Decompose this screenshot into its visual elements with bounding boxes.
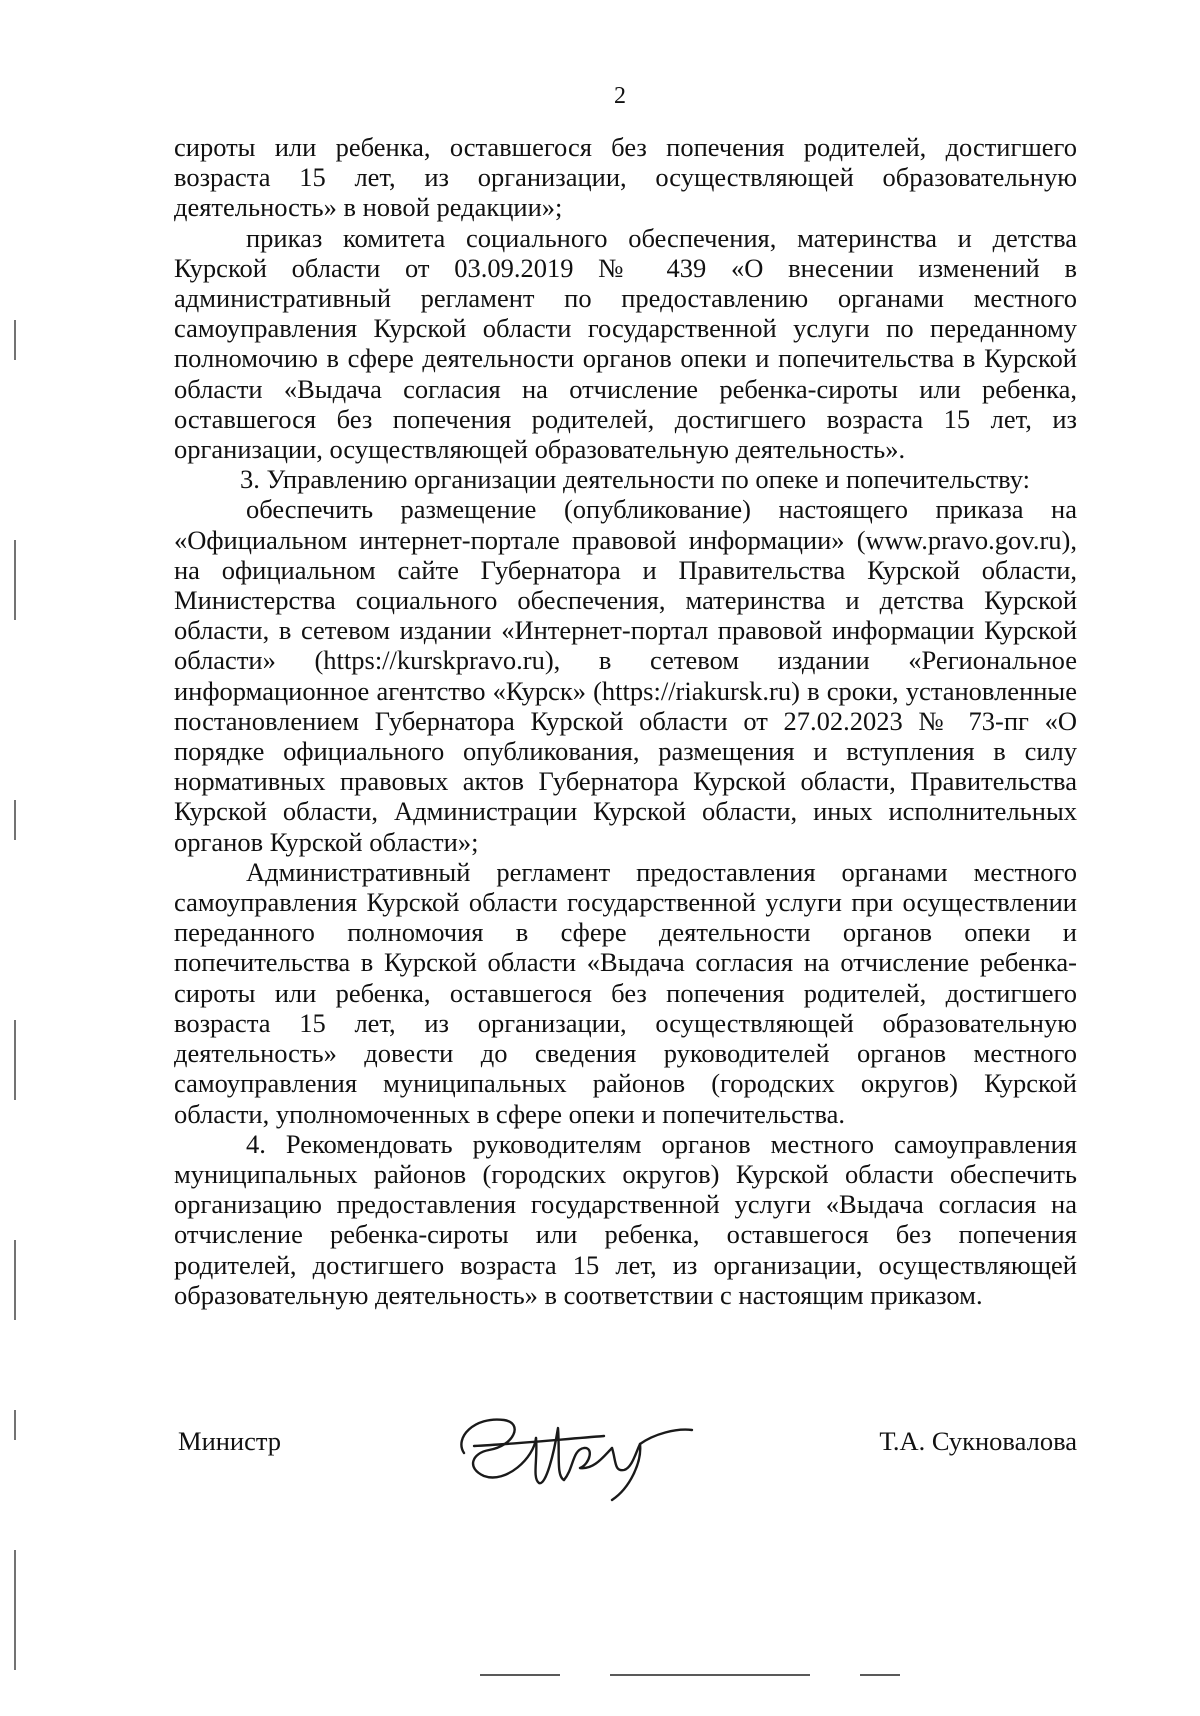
page-number: 2 [614,83,626,109]
paragraph-order-reference: приказ комитета социального обеспечения, материнства и детства Курской области от 03.09.2019 № 439 «О внесении изменений в административный регламент по предоставлению органами местного самоуправления Курской области государственной услуги по переданному полномочию в сфере деятельности органов опеки и попечительства в Курской области «Выдача согласия на отчисление ребенка-сироты или ребенка, оставшегося без попечения родителей, достигшего возраста 15 лет, из организации, осуществляющей образовательную деятельность». [174,222,1077,465]
paragraph-continuation: сироты или ребенка, оставшегося без попечения родителей, достигшего возраста 15 лет, из организации, осуществляющей образовательную деятельность» в новой редакции»; [174,132,1077,223]
bottom-rule-marks [480,1672,900,1678]
paragraph-item-4: 4. Рекомендовать руководителям органов местного самоуправления муниципальных районов (городских округов) Курской области обеспечить организацию предоставления государственной услуги «Выдача согласия на отчисление ребенка-сироты или ребенка, оставшегося без попечения родителей, достигшего возраста 15 лет, из организации, осуществляющей образовательную деятельность» в соответствии с настоящим приказом. [174,1128,1077,1310]
paragraph-item-3: 3. Управлению организации деятельности по опеке и попечительству: [240,464,1031,495]
scan-margin-marks [12,320,18,1670]
signatory-name: Т.А. Сукновалова [879,1426,1077,1456]
document-body [174,132,1077,1310]
paragraph-regulation: Административный регламент предоставления органами местного самоуправления Курской области государственной услуги при осуществлении переданного полномочия в сфере деятельности органов опеки и попечительства в Курской области «Выдача согласия на отчисление ребенка-сироты или ребенка, оставшегося без попечения родителей, достигшего возраста 15 лет, из организации, осуществляющей образовательную деятельность» довести до сведения руководителей органов местного самоуправления муниципальных районов (городских округов) Курской области, уполномоченных в сфере опеки и попечительства. [174,856,1077,1129]
handwritten-signature [444,1398,704,1508]
signatory-title: Министр [178,1426,282,1456]
signature-block [174,1398,1077,1508]
paragraph-publication: обеспечить размещение (опубликование) настоящего приказа на «Официальном интернет-портале правовой информации» (www.pravo.gov.ru), на официальном сайте Губернатора и Правительства Курской области, Министерства социального обеспечения, материнства и детства Курской области, в сетевом издании «Интернет-портал правовой информации Курской области» (https://kurskpravo.ru), в сетевом издании «Региональное информационное агентство «Курск» (https://riakursk.ru) в сроки, установленные постановлением Губернатора Курской области от 27.02.2023 № 73-пг «О порядке официального опубликования, размещения и вступления в силу нормативных правовых актов Губернатора Курской области, Правительства Курской области, Администрации Курской области, иных исполнительных органов Курской области»; [174,494,1077,857]
